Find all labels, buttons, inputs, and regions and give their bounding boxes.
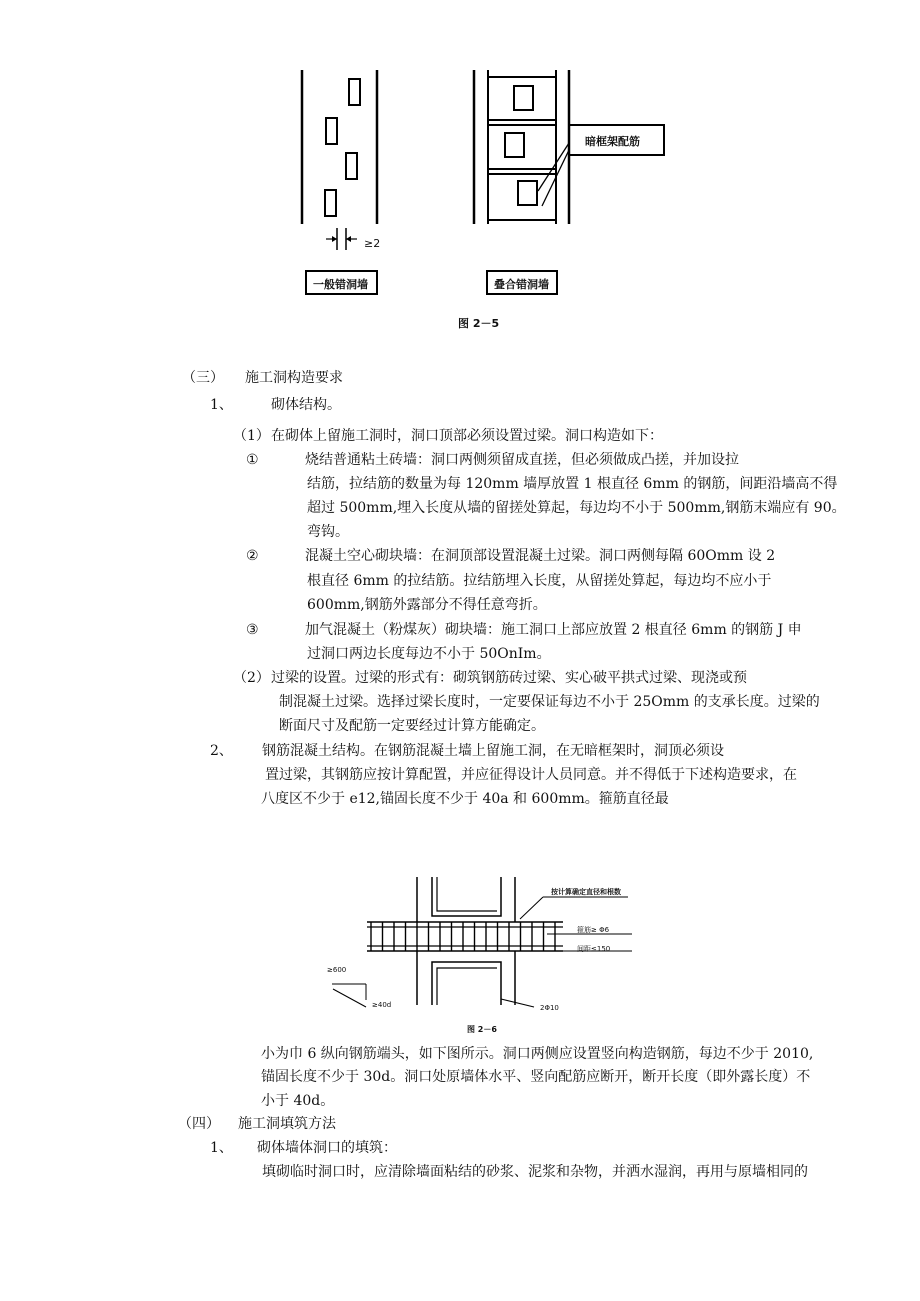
clause-number: ③ xyxy=(246,622,259,638)
leader-line xyxy=(520,897,543,919)
item-line: 八度区不少于 e12,锚固长度不少于 40a 和 600mm。箍筋直径最 xyxy=(261,791,669,807)
section-number: （四） xyxy=(178,1116,220,1132)
clause-line: 结筋，拉结筋的数量为每 120mm 墙厚放置 1 根直径 6mm 的钢筋，间距沿墙高不得 xyxy=(307,476,838,492)
section-number: （三） xyxy=(182,370,224,386)
section-title: 施工洞构造要求 xyxy=(245,370,343,386)
sub-line: 断面尺寸及配筋一定要经过计算方能确定。 xyxy=(279,718,545,734)
clause-line: 过洞口两边长度每边不小于 50OnIm。 xyxy=(307,646,551,662)
sub-number: （2） xyxy=(233,670,270,686)
item-number: 1、 xyxy=(210,397,233,413)
section-title: 施工洞填筑方法 xyxy=(238,1116,336,1132)
dim-line xyxy=(333,989,366,1007)
item-number: 2、 xyxy=(210,743,233,759)
paragraph-line: 小为巾 6 纵向钢筋端头，如下图所示。洞口两侧应设置竖向构造钢筋，每边不少于 2010, xyxy=(261,1046,814,1062)
sub-line: 制混凝土过梁。选择过梁长度时，一定要保证每边不小于 25Omm 的支承长度。过梁的 xyxy=(279,694,820,710)
leader-line xyxy=(501,999,534,1007)
sub-text: 在砌体上留施工洞时，洞口顶部必须设置过梁。洞口构造如下： xyxy=(271,428,663,444)
sub-line: 过梁的设置。过梁的形式有：砌筑钢筋砖过梁、实心破平拱式过梁、现浇或预 xyxy=(271,670,747,686)
item-text: 砌体墙体洞口的填筑： xyxy=(257,1140,397,1156)
dim-min-label: ≥2 xyxy=(364,237,381,250)
item-number: 1、 xyxy=(210,1140,233,1156)
item-text: 砌体结构。 xyxy=(271,397,341,413)
label-2phi10: 2Φ10 xyxy=(540,1004,559,1012)
label-general-wall: 一般错洞墙 xyxy=(313,278,368,291)
paragraph-line: 锚固长度不少于 30d。洞口处原墙体水平、竖向配筋应断开，断开长度（即外露长度）不 xyxy=(261,1069,811,1085)
anchor-bar xyxy=(432,877,501,916)
stirrup-group xyxy=(371,922,555,951)
label-40d: ≥40d xyxy=(372,1001,392,1009)
paragraph-line: 填砌临时洞口时，应清除墙面粘结的砂浆、泥浆和杂物，并洒水湿润，再用与原墙相同的 xyxy=(262,1164,808,1180)
label-calc: 按计算确定直径和根数 xyxy=(551,888,621,896)
clause-line: 烧结普通粘土砖墙：洞口两侧须留成直搓，但必须做成凸搓，并加设拉 xyxy=(305,452,739,468)
sub-number: （1） xyxy=(233,428,270,444)
label-hidden-frame: 暗框架配筋 xyxy=(585,135,640,148)
label-stacked-wall: 叠合错洞墙 xyxy=(494,278,549,291)
clause-line: 混凝土空心砌块墙：在洞顶部设置混凝土过梁。洞口两侧每隔 60Omm 设 2 xyxy=(305,548,776,564)
label-stirrup: 箍筋≥ Φ6 xyxy=(577,926,610,934)
clause-line: 加气混凝土（粉煤灰）砌块墙：施工洞口上部应放置 2 根直径 6mm 的钢筋 J 申 xyxy=(305,622,802,638)
clause-line: 超过 500mm,埋入长度从墙的留搓处算起，每边均不小于 500mm,钢筋末端应有 90。 xyxy=(307,500,846,516)
paragraph-line: 小于 40d。 xyxy=(261,1093,335,1109)
clause-line: 600mm,钢筋外露部分不得任意弯折。 xyxy=(307,597,547,613)
clause-number: ① xyxy=(246,452,259,468)
label-spacing: 间距≤150 xyxy=(577,945,611,953)
anchor-bar xyxy=(437,968,497,1005)
anchor-bar xyxy=(437,877,497,911)
label-600: ≥600 xyxy=(327,966,347,974)
clause-line: 弯钩。 xyxy=(307,524,349,540)
clause-line: 根直径 6mm 的拉结筋。拉结筋埋入长度，从留搓处算起，每边均不应小于 xyxy=(307,573,772,589)
figure-caption: 图 2－6 xyxy=(467,1025,497,1034)
clause-number: ② xyxy=(246,548,259,564)
item-line: 置过梁，其钢筋应按计算配置，并应征得设计人员同意。并不得低于下述构造要求，在 xyxy=(265,767,797,783)
figure-caption: 图 2－5 xyxy=(458,317,500,330)
item-line: 钢筋混凝土结构。在钢筋混凝土墙上留施工洞，在无暗框架时，洞顶必须设 xyxy=(262,743,724,759)
